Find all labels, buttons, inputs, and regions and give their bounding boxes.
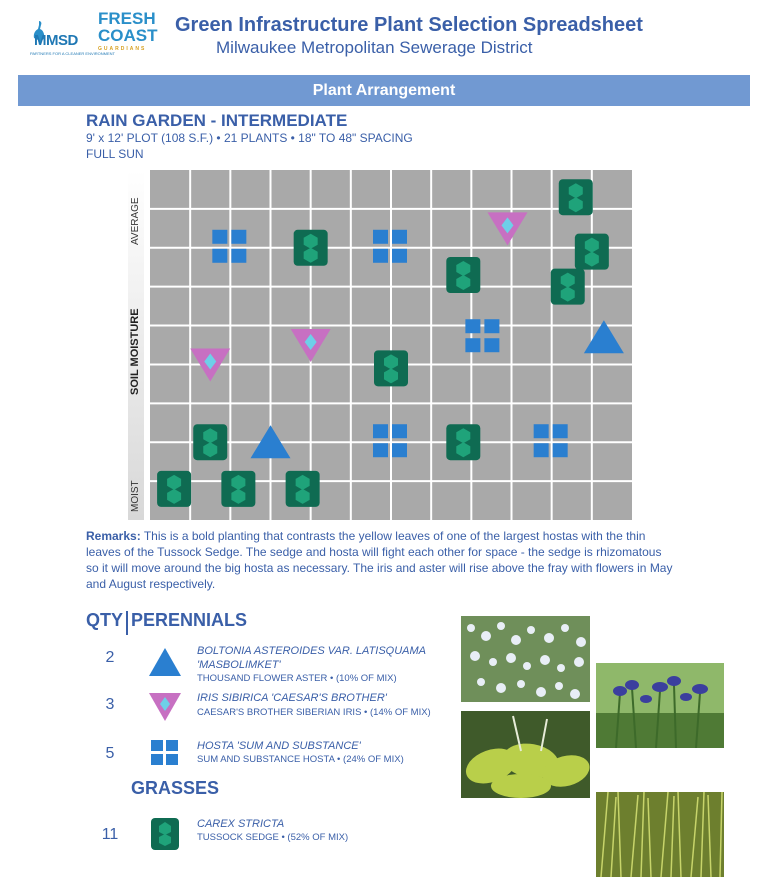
qty-aster: 2	[105, 649, 115, 666]
fresh-coast-line2: COAST	[98, 26, 158, 45]
garden-sun: FULL SUN	[86, 147, 144, 161]
axis-label-soil-moisture: SOIL MOISTURE	[129, 308, 141, 395]
sedge-marker	[446, 257, 480, 293]
hosta-name-1: HOSTA 'SUM AND SUBSTANCE'	[197, 740, 361, 752]
sedge-marker	[286, 471, 320, 507]
qty-sedge: 11	[101, 826, 119, 843]
mmsd-logo-word: MMSD	[34, 32, 78, 49]
qty-separator	[126, 611, 128, 635]
grasses-header: GRASSES	[131, 778, 220, 798]
legend-iris-icon	[148, 692, 182, 722]
aster-photo	[461, 616, 590, 702]
hosta-photo	[461, 711, 590, 798]
sedge-marker	[157, 471, 191, 507]
sedge-marker	[446, 424, 480, 460]
sedge-marker	[294, 230, 328, 266]
legend-aster-icon	[148, 647, 182, 677]
plant-grid-canvas	[150, 170, 632, 520]
garden-details: 9' x 12' PLOT (108 S.F.) • 21 PLANTS • 18" TO 48" SPACING	[86, 131, 413, 145]
fresh-coast-line1: FRESH	[98, 9, 156, 28]
sedge-marker	[193, 424, 227, 460]
qty-hosta: 5	[105, 745, 115, 762]
sedge-desc: TUSSOCK SEDGE • (52% OF MIX)	[197, 832, 349, 843]
sedge-marker	[551, 269, 585, 305]
iris-marker	[291, 329, 331, 362]
section-banner: Plant Arrangement	[18, 75, 750, 106]
aster-name-2: 'MASBOLIMKET'	[197, 659, 281, 671]
axis-label-moist: MOIST	[130, 480, 141, 512]
legend-hosta-icon	[151, 740, 179, 766]
iris-marker	[487, 212, 527, 245]
fresh-coast-line3: GUARDIANS	[98, 46, 147, 52]
sedge-photo	[596, 792, 724, 877]
aster-name-1: BOLTONIA ASTEROIDES VAR. LATISQUAMA	[197, 645, 427, 657]
hosta-desc: SUM AND SUBSTANCE HOSTA • (24% OF MIX)	[197, 754, 404, 765]
sedge-name-1: CAREX STRICTA	[197, 818, 285, 830]
iris-desc: CAESAR'S BROTHER SIBERIAN IRIS • (14% OF MIX)	[197, 707, 431, 718]
perennials-header: PERENNIALS	[131, 610, 248, 630]
hosta-marker	[534, 424, 568, 457]
legend-sedge-icon	[151, 818, 179, 850]
remarks-label: Remarks:	[86, 529, 141, 543]
sedge-marker	[559, 179, 593, 215]
mmsd-logo-tagline: PARTNERS FOR A CLEANER ENVIRONMENT	[30, 51, 115, 56]
sedge-marker	[575, 234, 609, 270]
iris-name-1: IRIS SIBIRICA 'CAESAR'S BROTHER'	[197, 692, 387, 704]
mmsd-logo	[26, 18, 115, 56]
plant-grid	[150, 170, 632, 520]
aster-desc: THOUSAND FLOWER ASTER • (10% OF MIX)	[197, 673, 397, 684]
qty-iris: 3	[105, 696, 115, 713]
qty-header: QTY	[86, 610, 124, 630]
garden-title: RAIN GARDEN - INTERMEDIATE	[86, 111, 348, 130]
page-subtitle: Milwaukee Metropolitan Sewerage District	[216, 38, 533, 57]
fresh-coast-logo	[98, 10, 168, 60]
remarks	[86, 528, 676, 592]
remarks-text: This is a bold planting that contrasts the yellow leaves of one of the largest hostas with the thin leaves of the Tussock Sedge. The sedge and hosta will fight each other for space - the sedge is rhizomatous so it will move around the big hosta as necessary. The iris and aster will rise above the fray with flowers in May and August respectively.	[86, 529, 673, 591]
moisture-axis	[126, 170, 146, 520]
sedge-marker	[221, 471, 255, 507]
iris-photo	[596, 663, 724, 748]
page-title: Green Infrastructure Plant Selection Spreadsheet	[175, 14, 643, 36]
axis-label-average: AVERAGE	[130, 197, 141, 245]
sedge-marker	[374, 350, 408, 386]
